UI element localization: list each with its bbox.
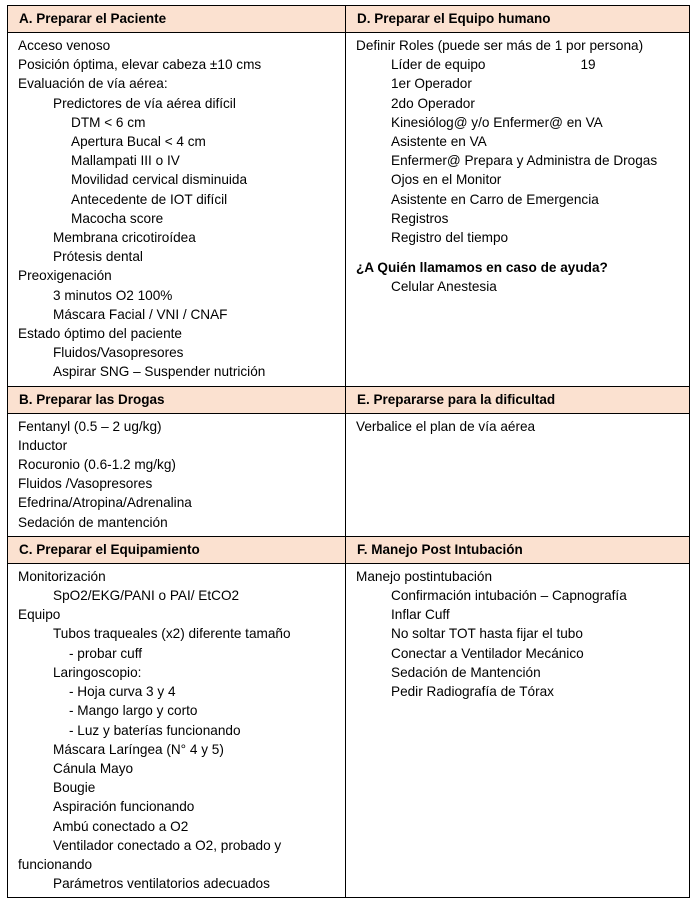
intubation-checklist-table bbox=[7, 5, 690, 898]
list-item: Tubos traqueales (x2) diferente tamaño bbox=[53, 626, 291, 642]
list-item: Definir Roles (puede ser más de 1 por persona) bbox=[356, 38, 644, 53]
list-item: Estado óptimo del paciente bbox=[18, 326, 182, 342]
list-item: - probar cuff bbox=[69, 645, 143, 661]
list-item: Sedación de Mantención bbox=[391, 664, 541, 680]
spacer bbox=[356, 247, 689, 258]
section-c-body bbox=[8, 563, 346, 897]
list-item: Enfermer@ Prepara y Administra de Drogas bbox=[391, 153, 658, 169]
list-item: Mallampati III o IV bbox=[71, 153, 180, 169]
body-row-3 bbox=[8, 563, 690, 897]
list-item: No soltar TOT hasta fijar el tubo bbox=[391, 626, 583, 642]
section-e-title: E. Prepararse para la dificultad bbox=[357, 391, 556, 407]
section-f-body bbox=[346, 563, 690, 897]
role-count: 19 bbox=[580, 57, 596, 73]
list-item: Sedación de mantención bbox=[18, 514, 168, 530]
list-item: Ojos en el Monitor bbox=[391, 172, 502, 188]
list-item: Parámetros ventilatorios adecuados bbox=[53, 876, 270, 892]
list-item: Cánula Mayo bbox=[53, 760, 134, 776]
section-e-header bbox=[346, 386, 690, 413]
list-item: Pedir Radiografía de Tórax bbox=[391, 684, 554, 700]
role-label: Líder de equipo bbox=[391, 57, 486, 73]
section-f-title: F. Manejo Post Intubación bbox=[357, 541, 523, 557]
list-item: Máscara Facial / VNI / CNAF bbox=[53, 306, 228, 322]
checklist-page bbox=[7, 5, 687, 898]
list-item bbox=[356, 55, 689, 74]
list-item: Fluidos /Vasopresores bbox=[18, 476, 153, 492]
list-item: DTM < 6 cm bbox=[71, 114, 146, 130]
list-item: - Hoja curva 3 y 4 bbox=[69, 684, 176, 700]
list-item: Prótesis dental bbox=[53, 249, 143, 265]
list-item: Aspiración funcionando bbox=[53, 799, 195, 815]
list-item: Antecedente de IOT difícil bbox=[71, 191, 228, 207]
section-c-header bbox=[8, 536, 346, 563]
list-item: Preoxigenación bbox=[18, 268, 112, 284]
section-a-body bbox=[8, 33, 346, 387]
list-item: Celular Anestesia bbox=[391, 279, 497, 295]
header-row-2 bbox=[8, 386, 690, 413]
section-f-header bbox=[346, 536, 690, 563]
list-item: Inflar Cuff bbox=[391, 607, 450, 623]
list-item: Ventilador conectado a O2, probado y bbox=[53, 837, 282, 853]
list-item: Confirmación intubación – Capnografía bbox=[391, 588, 627, 604]
list-item: Manejo postintubación bbox=[356, 568, 493, 584]
list-item: Efedrina/Atropina/Adrenalina bbox=[18, 495, 192, 511]
list-item: Macocha score bbox=[71, 210, 164, 226]
list-item: Asistente en VA bbox=[391, 134, 487, 150]
list-item: 3 minutos O2 100% bbox=[53, 287, 173, 303]
list-item: Equipo bbox=[18, 607, 61, 623]
section-d-header bbox=[346, 6, 690, 33]
list-item: Membrana cricotiroídea bbox=[53, 230, 196, 246]
list-item: Aspirar SNG – Suspender nutrición bbox=[53, 364, 266, 380]
list-item: 1er Operador bbox=[391, 76, 472, 92]
section-d-body bbox=[346, 33, 690, 387]
list-item: Acceso venoso bbox=[18, 38, 111, 53]
header-row-3 bbox=[8, 536, 690, 563]
list-item: Evaluación de vía aérea: bbox=[18, 76, 168, 92]
section-b-header bbox=[8, 386, 346, 413]
list-item: Fluidos/Vasopresores bbox=[53, 345, 184, 361]
section-c-title: C. Preparar el Equipamiento bbox=[19, 541, 200, 557]
body-row-1 bbox=[8, 33, 690, 387]
list-item: Apertura Bucal < 4 cm bbox=[71, 134, 206, 150]
list-item: Posición óptima, elevar cabeza ±10 cms bbox=[18, 57, 262, 73]
body-row-2 bbox=[8, 413, 690, 536]
list-item: Rocuronio (0.6-1.2 mg/kg) bbox=[18, 457, 176, 473]
section-a-header bbox=[8, 6, 346, 33]
header-row-1 bbox=[8, 6, 690, 33]
section-e-body bbox=[346, 413, 690, 536]
list-item: funcionando bbox=[18, 856, 93, 872]
list-item: Monitorización bbox=[18, 568, 106, 584]
list-item: Bougie bbox=[53, 780, 96, 796]
section-b-body bbox=[8, 413, 346, 536]
list-item: Conectar a Ventilador Mecánico bbox=[391, 645, 584, 661]
list-item: Registro del tiempo bbox=[391, 230, 509, 246]
list-item: Laringoscopio: bbox=[53, 664, 142, 680]
list-item: Kinesiólog@ y/o Enfermer@ en VA bbox=[391, 114, 603, 130]
list-item: - Luz y baterías funcionando bbox=[69, 722, 241, 738]
list-item: Máscara Laríngea (N° 4 y 5) bbox=[53, 741, 224, 757]
section-b-title: B. Preparar las Drogas bbox=[19, 391, 165, 407]
list-item: - Mango largo y corto bbox=[69, 703, 198, 719]
list-item: Fentanyl (0.5 – 2 ug/kg) bbox=[18, 418, 162, 434]
list-item: Asistente en Carro de Emergencia bbox=[391, 191, 599, 207]
section-d-title: D. Preparar el Equipo humano bbox=[357, 11, 551, 26]
list-item: Registros bbox=[391, 210, 449, 226]
help-question: ¿A Quién llamamos en caso de ayuda? bbox=[356, 260, 608, 276]
list-item: Inductor bbox=[18, 437, 68, 453]
list-item: Ambú conectado a O2 bbox=[53, 818, 189, 834]
list-item: Verbalice el plan de vía aérea bbox=[356, 418, 536, 434]
list-item: Predictores de vía aérea difícil bbox=[53, 95, 236, 111]
list-item: SpO2/EKG/PANI o PAI/ EtCO2 bbox=[53, 588, 240, 604]
section-a-title: A. Preparar el Paciente bbox=[19, 11, 167, 26]
list-item: Movilidad cervical disminuida bbox=[71, 172, 248, 188]
list-item: 2do Operador bbox=[391, 95, 475, 111]
